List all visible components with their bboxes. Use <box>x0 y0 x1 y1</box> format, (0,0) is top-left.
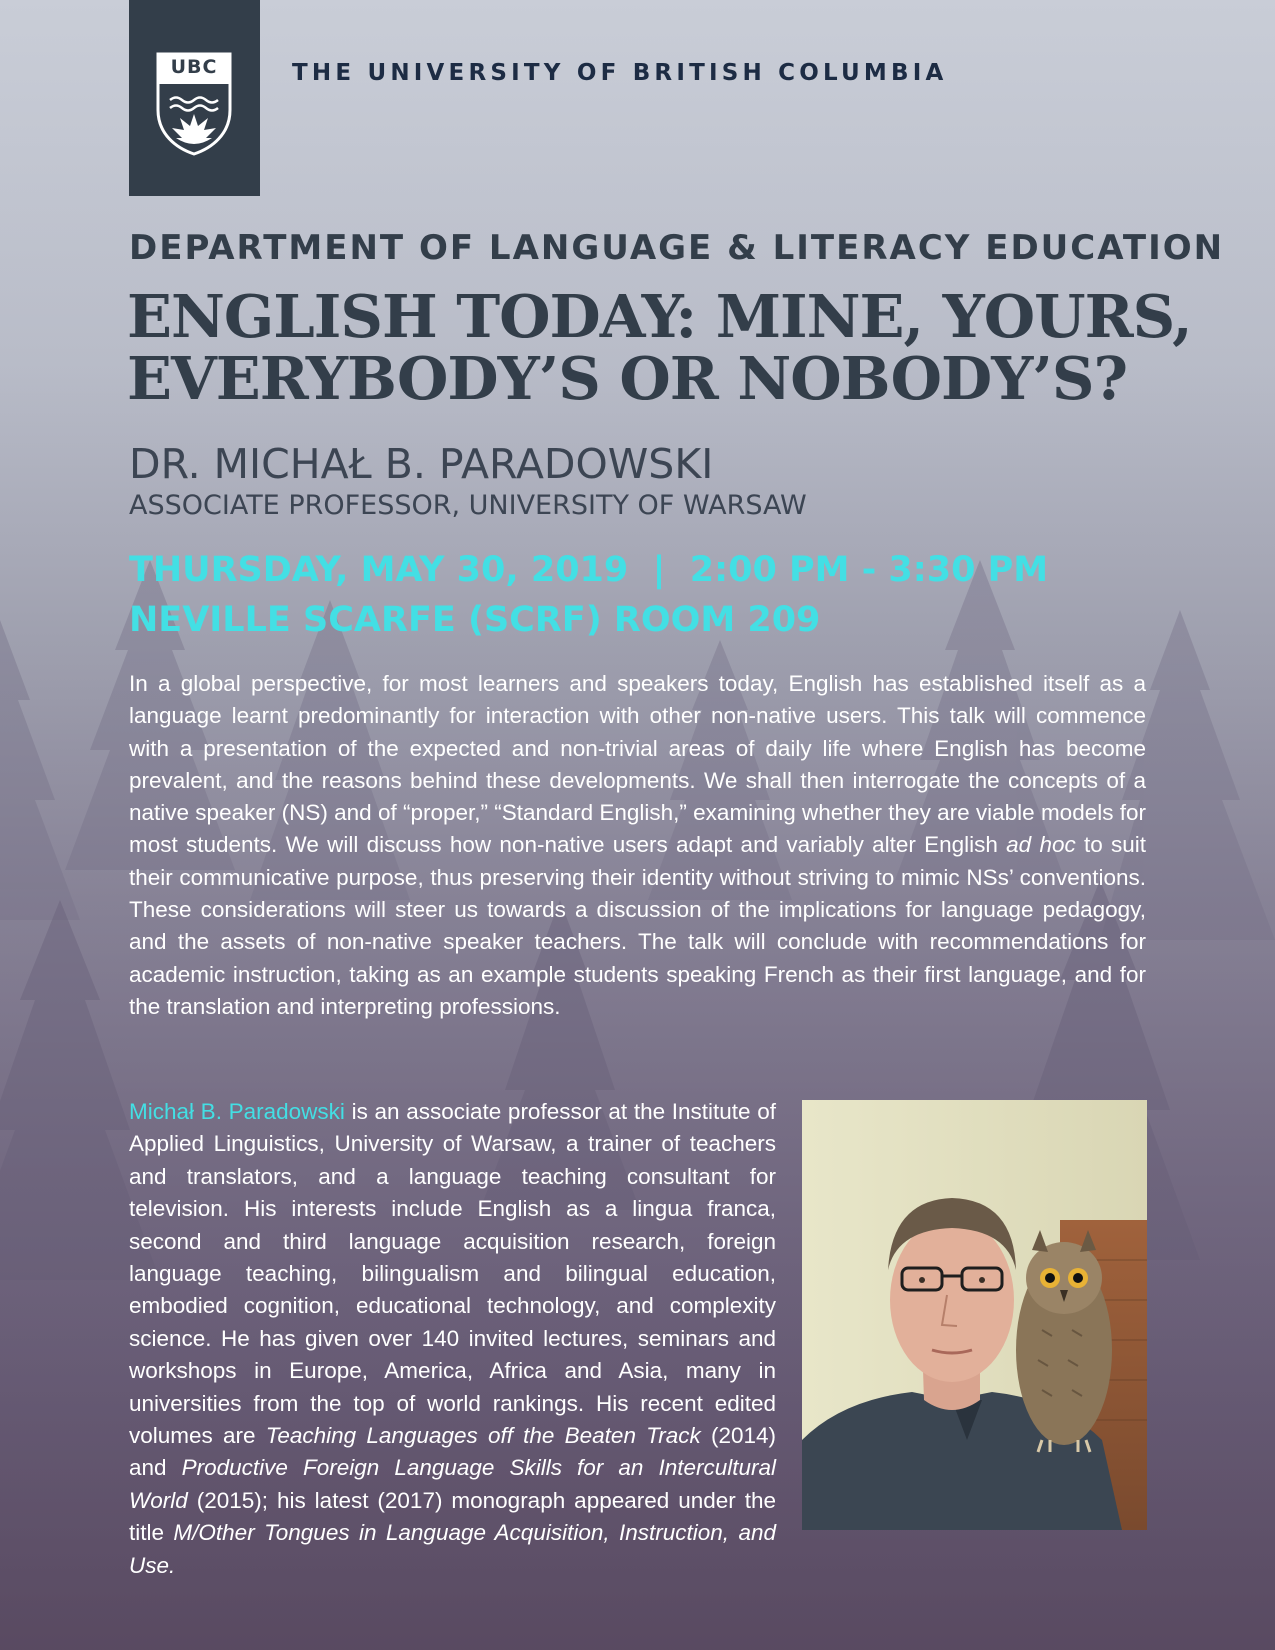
bio-book-2: Productive Foreign Language Skills for an Intercultural World <box>129 1455 776 1513</box>
abstract-italic: ad hoc <box>1006 832 1076 858</box>
talk-title-line-2: EVERYBODY’S OR NOBODY’S? <box>127 344 1128 413</box>
event-location: NEVILLE SCARFE (SCRF) ROOM 209 <box>129 600 821 640</box>
ubc-logo <box>129 0 260 196</box>
department-heading: DEPARTMENT OF LANGUAGE & LITERACY EDUCATION <box>129 228 1225 268</box>
bio-speaker-name: Michał B. Paradowski <box>129 1099 345 1124</box>
speaker-bio <box>129 1096 776 1582</box>
bio-book-1: Teaching Languages off the Beaten Track <box>265 1423 701 1449</box>
bio-text-3: (2015); his latest (2017) monograph appeared under the title <box>129 1487 776 1546</box>
speaker-affiliation: ASSOCIATE PROFESSOR, UNIVERSITY OF WARSAW <box>129 490 807 521</box>
speaker-name: DR. MICHAŁ B. PARADOWSKI <box>129 440 714 488</box>
bio-text-1: is an associate professor at the Institute of Applied Linguistics, University of Warsaw, a trainer of teachers and translators, and a language teaching consultant for television. His interests include English as a lingua franca, second and third language acquisition research, foreign language teaching, bilingualism and bilingual education, embodied cognition, educational technology, and complexity science. He has given over 140 invited lectures, seminars and workshops in Europe, America, Africa and Asia, many in universities from the top of world rankings. His recent edited volumes are <box>129 1099 776 1449</box>
talk-title-line-1: ENGLISH TODAY: MINE, YOURS, <box>127 282 1192 351</box>
event-date-time: THURSDAY, MAY 30, 2019 | 2:00 PM - 3:30 PM <box>129 550 1049 590</box>
abstract-text-1: In a global perspective, for most learners and speakers today, English has established itself as a language learnt predominantly for interaction with other non-native users. This talk will commence with a presentation of the expected and non-trivial areas of daily life where English has become prevalent, and the reasons behind these developments. We shall then interrogate the concepts of a native speaker (NS) and of “proper,” “Standard English,” examining whether they are viable models for most students. We will discuss how non-native users adapt and variably alter English <box>129 671 1146 858</box>
bio-book-3: M/Other Tongues in Language Acquisition, Instruction, and Use. <box>129 1520 776 1578</box>
speaker-with-owl-photo <box>802 1100 1147 1530</box>
bio-text-2: (2014) and <box>129 1423 776 1481</box>
talk-abstract <box>129 668 1146 1023</box>
talk-title <box>127 282 1227 413</box>
abstract-text-2: to suit their communicative purpose, thus preserving their identity without striving to mimic NSs’ conventions. These considerations will steer us towards a discussion of the implications for language pedagogy, and the assets of non-native speaker teachers. The talk will conclude with recommendations for academic instruction, taking as an example students speaking French as their first language, and for the translation and interpreting professions. <box>129 832 1147 1019</box>
logo-wordmark: UBC <box>170 56 218 78</box>
university-name: THE UNIVERSITY OF BRITISH COLUMBIA <box>292 60 948 86</box>
